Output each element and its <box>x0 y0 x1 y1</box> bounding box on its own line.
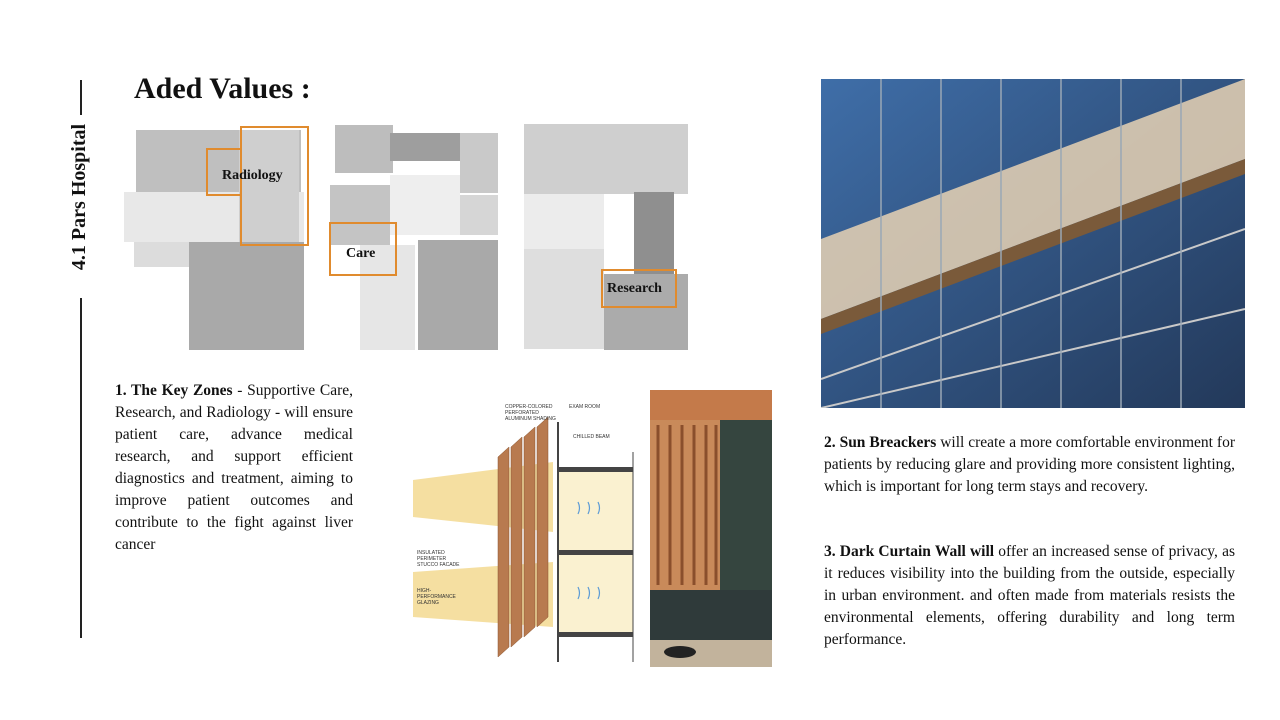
sun-breakers-body: will create a more comfortable environment for patients by reducing glare and providing more consistent lighting, which is important for long term stays and recovery. <box>824 434 1235 495</box>
curtain-wall-paragraph <box>824 541 1235 651</box>
key-zones-heading: 1. The Key Zones <box>115 382 233 399</box>
facade-section-diagram <box>413 392 641 668</box>
key-zones-body: - Supportive Care, Research, and Radiology - will ensure patient care, advance medical research, and support efficient diagnostics and treatment, aiming to improve patient outcomes and contribute to the fight against liver cancer <box>115 382 353 553</box>
key-zones-paragraph <box>115 380 353 556</box>
copper-facade-photo <box>650 390 772 667</box>
label-exam-room: EXAM ROOM <box>569 404 601 410</box>
research-label: Research <box>607 281 662 296</box>
curtain-wall-heading: 3. Dark Curtain Wall will <box>824 543 995 560</box>
sun-breakers-paragraph <box>824 432 1235 498</box>
radiology-zone-outline <box>240 126 309 246</box>
label-glazing: HIGH-PERFORMANCE GLAZING <box>417 588 456 606</box>
label-chilled-beam: CHILLED BEAM <box>573 434 610 440</box>
side-rule-bottom <box>80 298 82 638</box>
curtain-wall-body: offer an increased sense of privacy, as it reduces visibility into the building from the outside, especially in urban environment. and often made from materials resists the environmental elements, offering durability and long term performance. <box>824 543 1235 648</box>
sun-breakers-heading: 2. Sun Breackers <box>824 434 937 451</box>
radiology-label: Radiology <box>222 168 283 183</box>
care-label: Care <box>346 246 376 261</box>
side-title: 4.1 Pars Hospital <box>68 123 90 271</box>
label-stucco: INSULATED PERIMETER STUCCO FACADE <box>417 550 460 568</box>
label-shading: COPPER-COLORED PERFORATED ALUMINUM SHADING <box>505 404 556 422</box>
curtain-wall-photo <box>821 79 1245 408</box>
floor-plan-research <box>524 124 688 350</box>
page-title: Aded Values : <box>134 72 311 105</box>
